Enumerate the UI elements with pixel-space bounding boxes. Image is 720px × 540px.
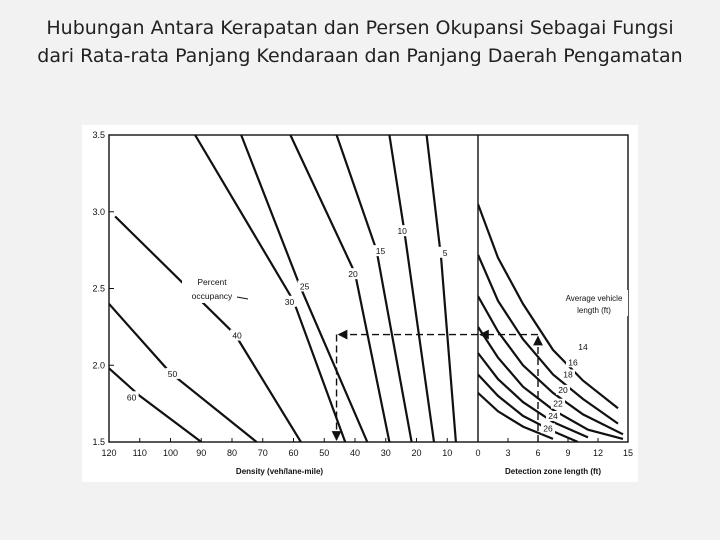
right-series-label-26: 26 [543,423,553,434]
y-tick-label: 2.0 [92,360,105,371]
occupancy-curve-40 [115,216,301,442]
left-x-tick-label: 60 [288,448,299,458]
right-caption-line-1: Average vehicle [565,294,623,303]
y-tick-label: 1.5 [92,437,105,447]
right-caption-line-2: length (ft) [577,306,611,315]
right-series-label-14: 14 [578,341,588,352]
left-x-tick-label: 0 [475,448,481,458]
occupancy-curve-5 [427,135,456,442]
right-series-label-22: 22 [553,398,563,409]
left-series-label-40: 40 [232,330,242,341]
right-series-label-24: 24 [548,410,558,421]
occupancy-curve-10 [389,135,434,442]
left-x-axis-label: Density (veh/lane-mile) [235,467,324,476]
slide-title-line-2: dari Rata-rata Panjang Kendaraan dan Panjang Daerah Pengamatan [37,45,683,67]
left-series-label-30: 30 [284,296,295,307]
y-tick-label: 3.5 [92,130,105,140]
chart-figure [82,125,638,482]
left-x-tick-label: 50 [319,448,330,458]
left-x-tick-label: 90 [196,448,207,458]
slide-title-line-1: Hubungan Antara Kerapatan dan Persen Okupansi Sebagai Fungsi [46,17,674,39]
caption-leader [237,297,248,299]
left-series-label-5: 5 [442,247,448,258]
left-x-tick-label: 70 [257,448,268,458]
right-x-tick-label: 6 [535,448,541,458]
right-series-label-20: 20 [558,384,568,395]
right-series-label-18: 18 [563,369,573,380]
left-x-tick-label: 120 [101,448,117,458]
left-caption-line-1: Percent [197,277,227,287]
left-series-label-20: 20 [348,269,358,280]
left-x-tick-label: 10 [442,448,453,458]
occupancy-curve-50 [109,304,257,442]
left-series-label-15: 15 [375,246,386,257]
left-series-label-60: 60 [126,392,137,403]
vehicle-length-curve-16 [478,255,618,424]
left-caption-line-2: occupancy [191,291,233,301]
y-tick-label: 3.0 [92,206,105,217]
left-x-tick-label: 20 [411,448,422,458]
chart-svg [82,125,638,482]
right-x-tick-label: 12 [592,448,604,458]
left-x-tick-label: 100 [162,448,179,458]
left-x-tick-label: 40 [349,448,361,458]
occupancy-curve-60 [109,368,201,442]
left-x-tick-label: 30 [380,448,391,458]
vehicle-length-curve-20 [478,327,623,439]
right-series-label-16: 16 [568,357,578,368]
left-series-label-10: 10 [397,226,407,237]
right-x-axis-label: Detection zone length (ft) [505,467,601,476]
y-tick-label: 2.5 [92,283,105,294]
right-x-tick-label: 15 [622,448,634,458]
left-series-label-25: 25 [299,281,310,292]
left-x-tick-label: 80 [226,448,238,458]
right-x-tick-label: 9 [565,448,571,458]
slide-title [0,14,720,70]
left-x-tick-label: 110 [132,448,147,458]
right-x-tick-label: 3 [505,448,511,458]
left-series-label-50: 50 [167,368,178,379]
